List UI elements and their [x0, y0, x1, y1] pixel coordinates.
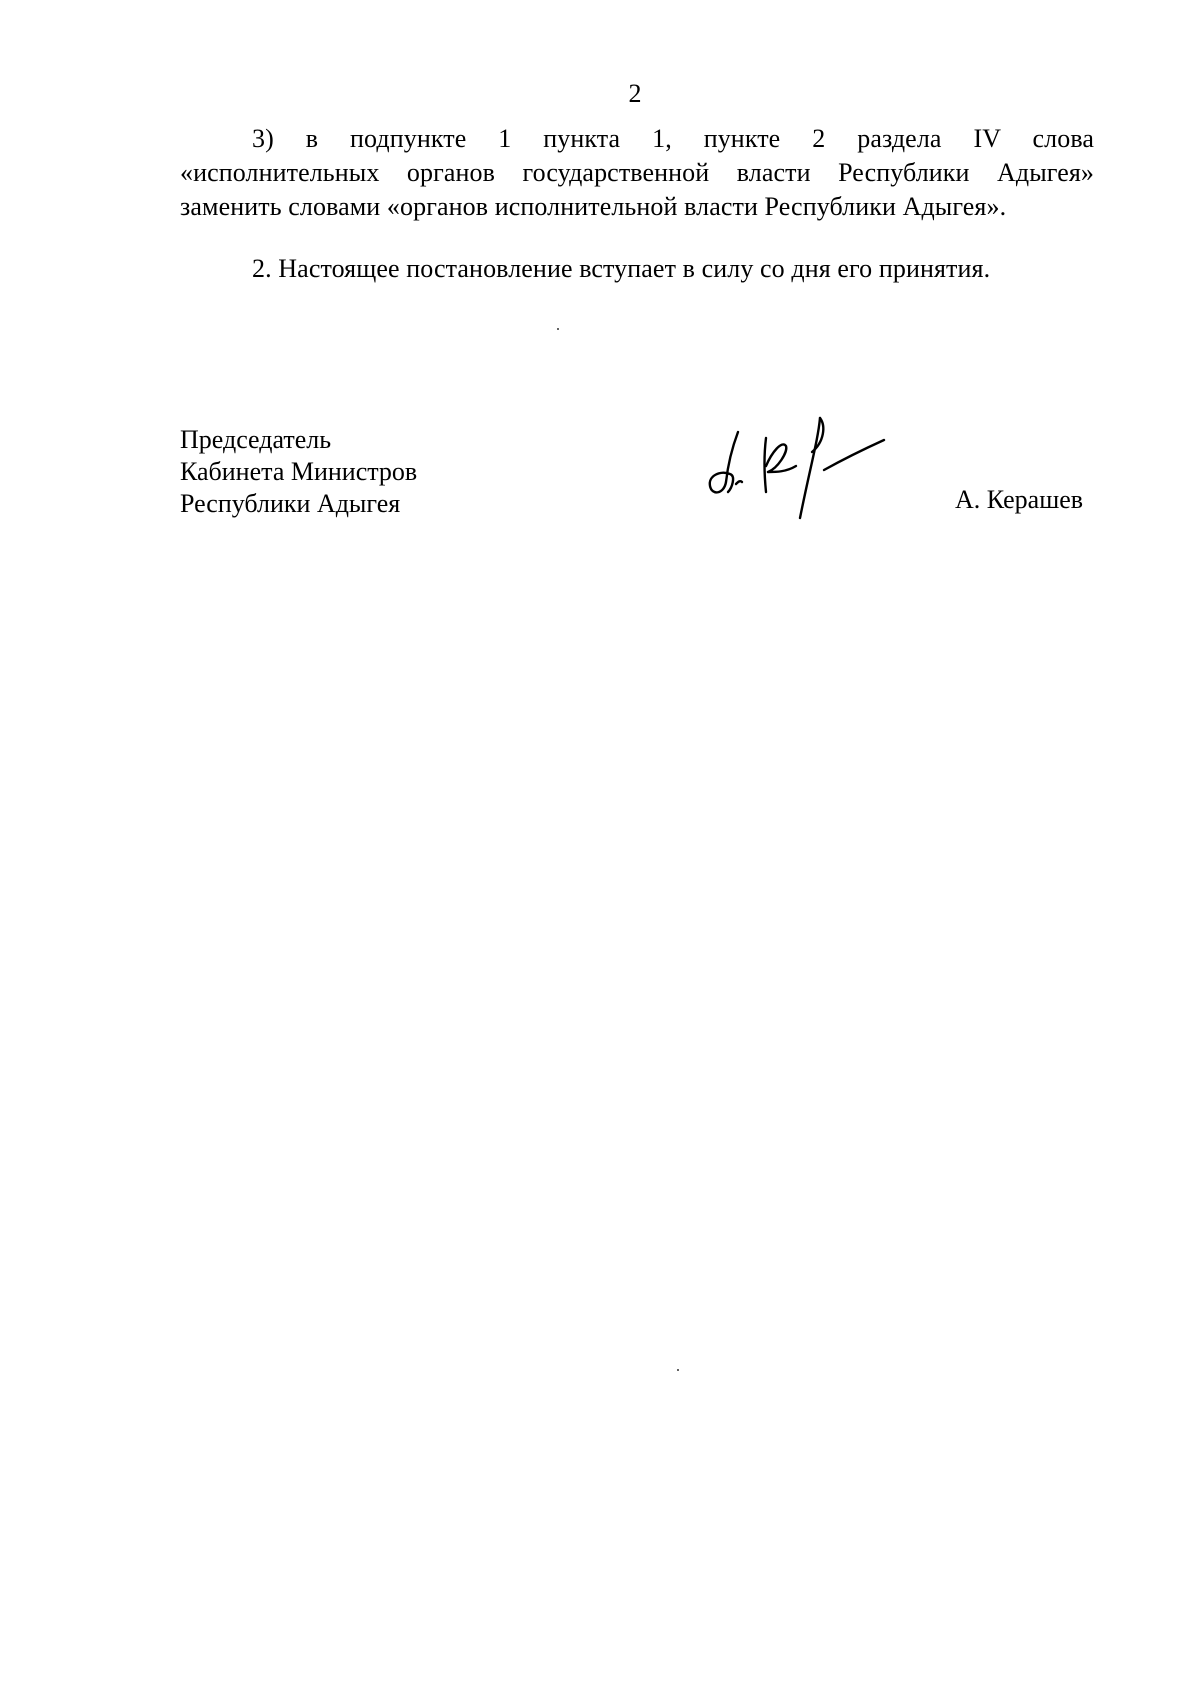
signatory-title-line: Председатель — [180, 425, 332, 454]
scan-speck — [677, 1369, 679, 1371]
paragraph-line: «исполнительных органов государственной власти Республики Адыгея» — [180, 158, 1094, 187]
paragraph-item-2 — [252, 252, 1166, 286]
paragraph-line: заменить словами «органов исполнительной власти Республики Адыгея». — [180, 192, 1007, 221]
page-number: 2 — [628, 79, 642, 108]
signatory-title-line: Республики Адыгея — [180, 489, 401, 518]
scan-speck — [557, 328, 559, 330]
signatory-title-line: Кабинета Министров — [180, 457, 418, 486]
handwritten-signature — [702, 412, 892, 522]
signatory-title — [180, 424, 417, 520]
paragraph-item-3 — [180, 122, 1094, 224]
paragraph-line: 3) в подпункте 1 пункта 1, пункте 2 раздела IV слова — [252, 124, 1094, 153]
paragraph-line: 2. Настоящее постановление вступает в силу со дня его принятия. — [252, 254, 991, 283]
signer-name: А. Керашев — [955, 485, 1084, 514]
